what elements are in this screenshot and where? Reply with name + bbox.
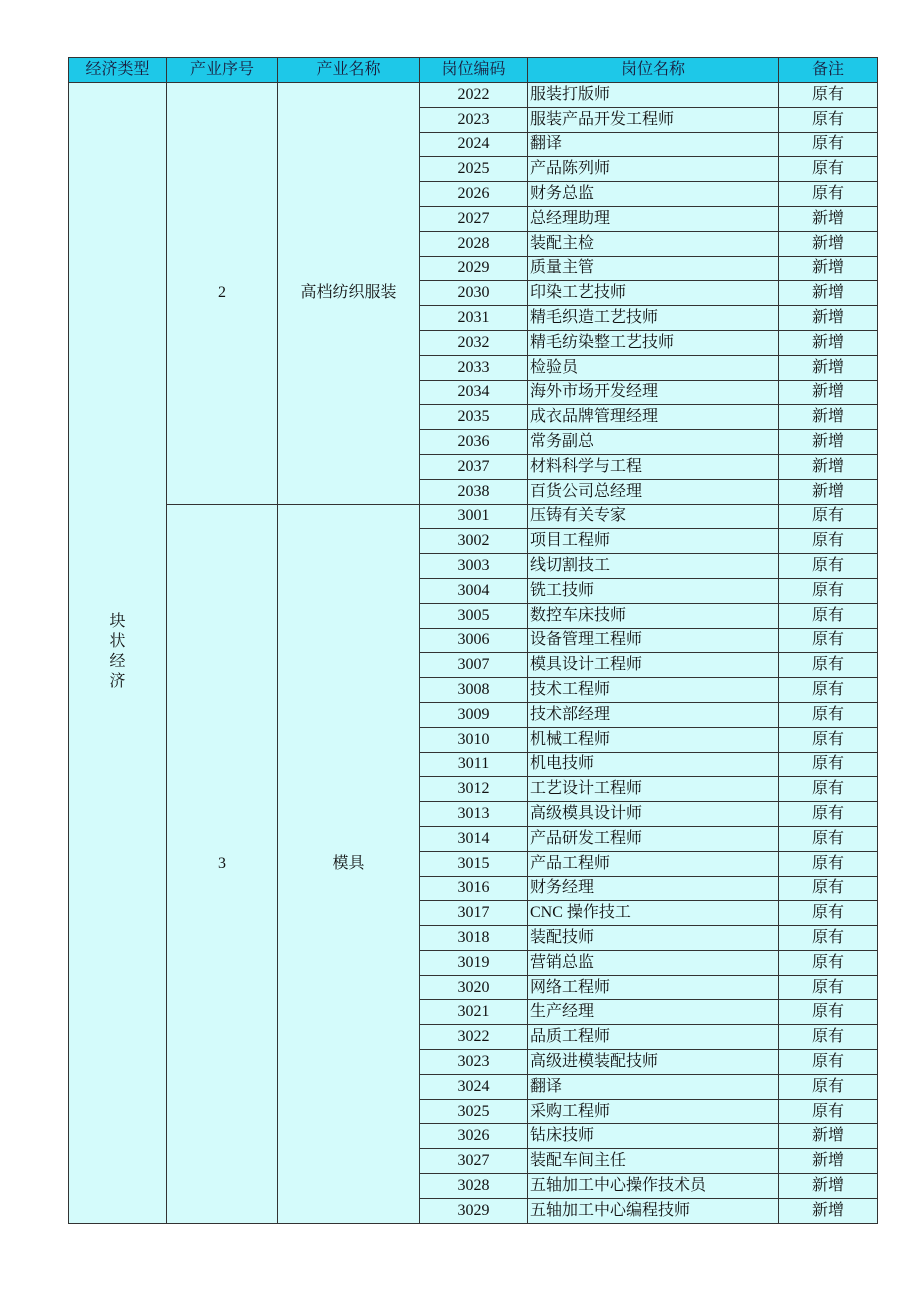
remark-cell: 新增	[779, 454, 878, 479]
position-name-cell: 财务经理	[528, 876, 779, 901]
remark-cell: 原有	[779, 777, 878, 802]
position-name-cell: 技术部经理	[528, 702, 779, 727]
remark-cell: 原有	[779, 1050, 878, 1075]
remark-cell: 原有	[779, 1025, 878, 1050]
position-code-cell: 2022	[420, 83, 528, 108]
position-code-cell: 3022	[420, 1025, 528, 1050]
position-name-cell: 总经理助理	[528, 206, 779, 231]
position-code-cell: 2035	[420, 405, 528, 430]
remark-cell: 原有	[779, 554, 878, 579]
position-name-cell: 模具设计工程师	[528, 653, 779, 678]
position-code-cell: 2036	[420, 430, 528, 455]
position-code-cell: 2028	[420, 231, 528, 256]
position-name-cell: 财务总监	[528, 182, 779, 207]
position-code-cell: 3005	[420, 603, 528, 628]
position-code-cell: 3024	[420, 1074, 528, 1099]
position-name-cell: 线切割技工	[528, 554, 779, 579]
header-economy-type: 经济类型	[69, 58, 167, 83]
position-name-cell: 印染工艺技师	[528, 281, 779, 306]
remark-cell: 原有	[779, 653, 878, 678]
position-name-cell: 高级模具设计师	[528, 802, 779, 827]
position-code-cell: 2034	[420, 380, 528, 405]
table-row	[69, 83, 878, 108]
position-name-cell: 压铸有关专家	[528, 504, 779, 529]
position-name-cell: 装配技师	[528, 926, 779, 951]
remark-cell: 原有	[779, 157, 878, 182]
position-name-cell: 工艺设计工程师	[528, 777, 779, 802]
position-code-cell: 3021	[420, 1000, 528, 1025]
position-code-cell: 3006	[420, 628, 528, 653]
remark-cell: 新增	[779, 330, 878, 355]
remark-cell: 原有	[779, 802, 878, 827]
remark-cell: 原有	[779, 901, 878, 926]
position-name-cell: 设备管理工程师	[528, 628, 779, 653]
remark-cell: 原有	[779, 975, 878, 1000]
remark-cell: 原有	[779, 529, 878, 554]
economy-type-cell	[69, 83, 167, 1224]
position-name-cell: 五轴加工中心编程技师	[528, 1198, 779, 1223]
position-code-cell: 3002	[420, 529, 528, 554]
remark-cell: 原有	[779, 752, 878, 777]
position-code-cell: 2033	[420, 355, 528, 380]
remark-cell: 原有	[779, 1000, 878, 1025]
position-code-cell: 3015	[420, 851, 528, 876]
position-code-cell: 2031	[420, 306, 528, 331]
position-name-cell: 成衣品牌管理经理	[528, 405, 779, 430]
position-code-cell: 3027	[420, 1149, 528, 1174]
position-code-cell: 3010	[420, 727, 528, 752]
position-name-cell: 服装打版师	[528, 83, 779, 108]
position-code-cell: 3012	[420, 777, 528, 802]
remark-cell: 原有	[779, 132, 878, 157]
position-name-cell: 精毛纺染整工艺技师	[528, 330, 779, 355]
position-code-cell: 3018	[420, 926, 528, 951]
position-name-cell: 产品研发工程师	[528, 826, 779, 851]
position-code-cell: 2027	[420, 206, 528, 231]
remark-cell: 原有	[779, 628, 878, 653]
position-name-cell: 百货公司总经理	[528, 479, 779, 504]
remark-cell: 新增	[779, 380, 878, 405]
position-code-cell: 2029	[420, 256, 528, 281]
position-code-cell: 2037	[420, 454, 528, 479]
remark-cell: 原有	[779, 950, 878, 975]
economy-type-label: 块状经济	[109, 613, 126, 691]
position-name-cell: CNC 操作技工	[528, 901, 779, 926]
position-name-cell: 网络工程师	[528, 975, 779, 1000]
remark-cell: 原有	[779, 504, 878, 529]
remark-cell: 新增	[779, 206, 878, 231]
position-code-cell: 3009	[420, 702, 528, 727]
position-code-cell: 3008	[420, 678, 528, 703]
remark-cell: 原有	[779, 826, 878, 851]
position-name-cell: 生产经理	[528, 1000, 779, 1025]
position-code-cell: 3026	[420, 1124, 528, 1149]
remark-cell: 原有	[779, 107, 878, 132]
position-name-cell: 铣工技师	[528, 578, 779, 603]
position-name-cell: 品质工程师	[528, 1025, 779, 1050]
position-code-cell: 3007	[420, 653, 528, 678]
position-code-cell: 3020	[420, 975, 528, 1000]
position-name-cell: 翻译	[528, 132, 779, 157]
remark-cell: 原有	[779, 851, 878, 876]
position-code-cell: 3004	[420, 578, 528, 603]
position-code-cell: 3011	[420, 752, 528, 777]
remark-cell: 新增	[779, 1149, 878, 1174]
remark-cell: 新增	[779, 306, 878, 331]
position-code-cell: 2026	[420, 182, 528, 207]
position-name-cell: 数控车床技师	[528, 603, 779, 628]
remark-cell: 新增	[779, 1124, 878, 1149]
position-code-cell: 3001	[420, 504, 528, 529]
position-code-cell: 3003	[420, 554, 528, 579]
remark-cell: 原有	[779, 1099, 878, 1124]
remark-cell: 原有	[779, 876, 878, 901]
position-name-cell: 技术工程师	[528, 678, 779, 703]
position-name-cell: 产品陈列师	[528, 157, 779, 182]
position-name-cell: 项目工程师	[528, 529, 779, 554]
remark-cell: 原有	[779, 182, 878, 207]
position-code-cell: 2038	[420, 479, 528, 504]
industry-name-cell: 模具	[278, 504, 420, 1223]
position-code-cell: 3023	[420, 1050, 528, 1075]
remark-cell: 新增	[779, 430, 878, 455]
remark-cell: 原有	[779, 702, 878, 727]
position-name-cell: 机电技师	[528, 752, 779, 777]
position-name-cell: 营销总监	[528, 950, 779, 975]
header-position-code: 岗位编码	[420, 58, 528, 83]
remark-cell: 新增	[779, 355, 878, 380]
table-body	[69, 83, 878, 1224]
position-name-cell: 精毛织造工艺技师	[528, 306, 779, 331]
header-industry-seq: 产业序号	[167, 58, 278, 83]
position-name-cell: 五轴加工中心操作技术员	[528, 1174, 779, 1199]
industry-name-cell: 高档纺织服装	[278, 83, 420, 505]
position-name-cell: 钻床技师	[528, 1124, 779, 1149]
remark-cell: 新增	[779, 281, 878, 306]
position-code-cell: 2025	[420, 157, 528, 182]
remark-cell: 原有	[779, 1074, 878, 1099]
header-row	[69, 58, 878, 83]
remark-cell: 原有	[779, 926, 878, 951]
position-name-cell: 机械工程师	[528, 727, 779, 752]
position-name-cell: 高级进模装配技师	[528, 1050, 779, 1075]
remark-cell: 新增	[779, 479, 878, 504]
remark-cell: 新增	[779, 1198, 878, 1223]
position-name-cell: 服装产品开发工程师	[528, 107, 779, 132]
remark-cell: 原有	[779, 678, 878, 703]
job-position-table	[68, 57, 878, 1224]
table-header	[69, 58, 878, 83]
position-code-cell: 3025	[420, 1099, 528, 1124]
position-code-cell: 2024	[420, 132, 528, 157]
position-name-cell: 装配车间主任	[528, 1149, 779, 1174]
position-name-cell: 检验员	[528, 355, 779, 380]
industry-seq-cell: 2	[167, 83, 278, 505]
position-code-cell: 3029	[420, 1198, 528, 1223]
table-row	[69, 504, 878, 529]
remark-cell: 原有	[779, 603, 878, 628]
remark-cell: 新增	[779, 231, 878, 256]
position-name-cell: 翻译	[528, 1074, 779, 1099]
position-code-cell: 3017	[420, 901, 528, 926]
header-industry-name: 产业名称	[278, 58, 420, 83]
remark-cell: 新增	[779, 405, 878, 430]
position-name-cell: 常务副总	[528, 430, 779, 455]
position-code-cell: 3019	[420, 950, 528, 975]
position-name-cell: 海外市场开发经理	[528, 380, 779, 405]
remark-cell: 新增	[779, 256, 878, 281]
position-name-cell: 产品工程师	[528, 851, 779, 876]
remark-cell: 原有	[779, 727, 878, 752]
position-code-cell: 2032	[420, 330, 528, 355]
position-name-cell: 质量主管	[528, 256, 779, 281]
position-name-cell: 装配主检	[528, 231, 779, 256]
position-code-cell: 2023	[420, 107, 528, 132]
position-code-cell: 3028	[420, 1174, 528, 1199]
position-code-cell: 3013	[420, 802, 528, 827]
remark-cell: 原有	[779, 578, 878, 603]
header-remark: 备注	[779, 58, 878, 83]
position-name-cell: 采购工程师	[528, 1099, 779, 1124]
position-name-cell: 材料科学与工程	[528, 454, 779, 479]
remark-cell: 新增	[779, 1174, 878, 1199]
position-code-cell: 3016	[420, 876, 528, 901]
remark-cell: 原有	[779, 83, 878, 108]
header-position-name: 岗位名称	[528, 58, 779, 83]
position-code-cell: 3014	[420, 826, 528, 851]
position-code-cell: 2030	[420, 281, 528, 306]
industry-seq-cell: 3	[167, 504, 278, 1223]
